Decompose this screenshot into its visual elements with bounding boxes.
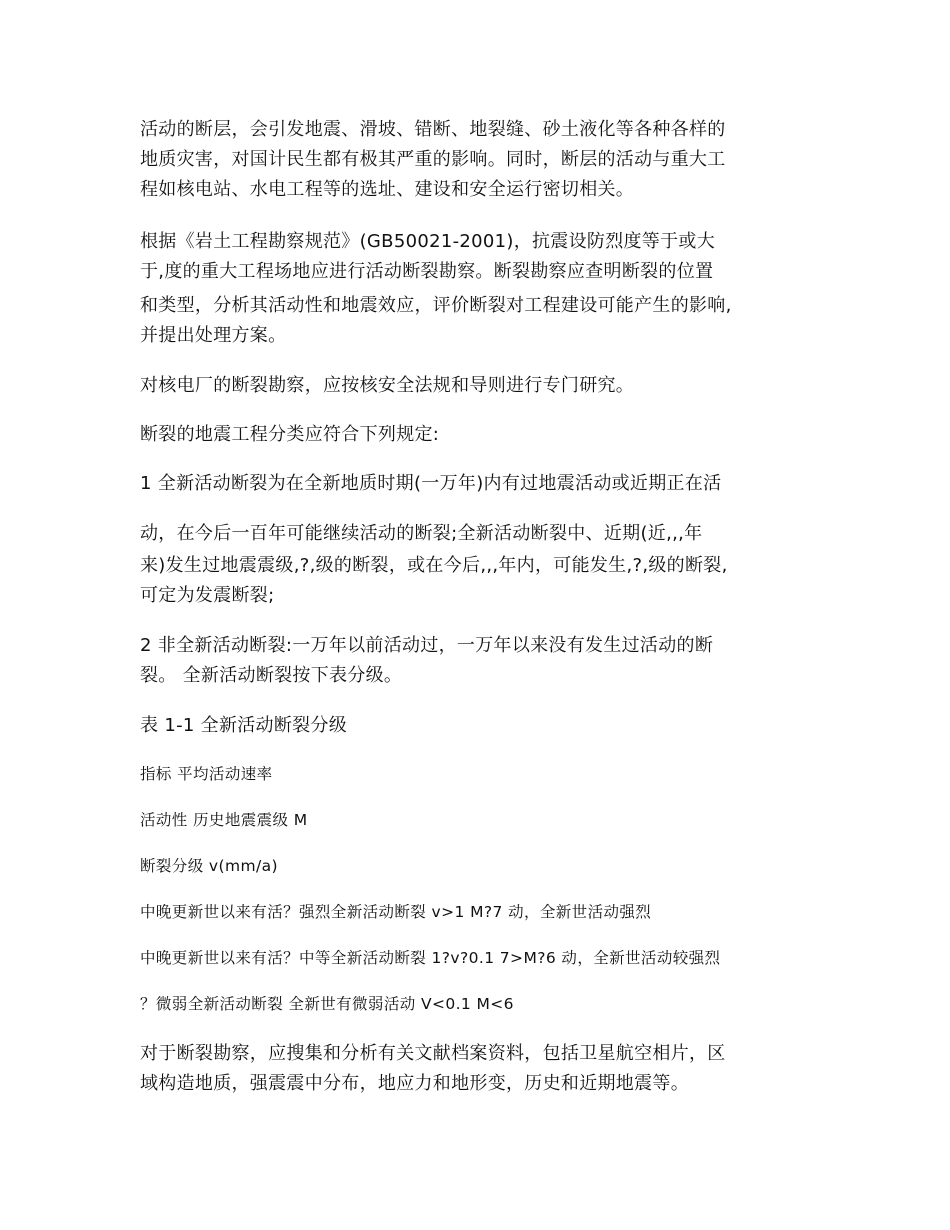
paragraph-3: 对核电厂的断裂勘察，应按核安全法规和导则进行专门研究。 [140,375,635,396]
table-row-activity: 活动性 历史地震震级 M [140,811,308,829]
item-2-line-2: 裂。 全新活动断裂按下表分级。 [140,665,403,686]
table-row-indicator: 指标 平均活动速率 [140,765,273,783]
item-1-line-2: 动，在今后一百年可能继续活动的断裂;全新活动断裂中、近期(近,,,年 [140,523,703,544]
item-1-line-1: 1 全新活动断裂为在全新地质时期(一万年)内有过地震活动或近期正在活 [140,473,722,494]
paragraph-2-line-2: 于,度的重大工程场地应进行活动断裂勘察。断裂勘察应查明断裂的位置 [140,261,714,282]
paragraph-2-line-4: 并提出处理方案。 [140,325,287,346]
paragraph-2-line-1: 根据《岩土工程勘察规范》(GB50021-2001)，抗震设防烈度等于或大 [140,231,716,252]
table-row-classification: 断裂分级 v(mm/a) [140,857,278,875]
table-row-strong: 中晚更新世以来有活？强烈全新活动断裂 v>1 M?7 动，全新世活动强烈 [140,903,652,921]
paragraph-1-line-1: 活动的断层，会引发地震、滑坡、错断、地裂缝、砂土液化等各种各样的 [140,119,726,140]
item-1-line-3: 来)发生过地震震级,?,级的断裂，或在今后,,,年内，可能发生,?,级的断裂, [140,555,728,576]
table-row-weak: ？微弱全新活动断裂 全新世有微弱活动 V<0.1 M<6 [140,995,514,1013]
item-1-line-4: 可定为发震断裂; [140,585,275,606]
table-row-medium: 中晚更新世以来有活？中等全新活动断裂 1?v?0.1 7>M?6 动，全新世活动较强烈 [140,949,721,967]
paragraph-2-line-3: 和类型，分析其活动性和地震效应，评价断裂对工程建设可能产生的影响, [140,295,732,316]
paragraph-5-line-1: 对于断裂勘察，应搜集和分析有关文献档案资料，包括卫星航空相片，区 [140,1043,726,1064]
table-title: 表 1-1 全新活动断裂分级 [140,715,348,736]
paragraph-1-line-3: 程如核电站、水电工程等的选址、建设和安全运行密切相关。 [140,179,635,200]
item-2-line-1: 2 非全新活动断裂:一万年以前活动过，一万年以来没有发生过活动的断 [140,635,714,656]
paragraph-5-line-2: 域构造地质，强震震中分布，地应力和地形变，历史和近期地震等。 [140,1073,689,1094]
paragraph-1-line-2: 地质灾害，对国计民生都有极其严重的影响。同时，断层的活动与重大工 [140,149,726,170]
paragraph-4: 断裂的地震工程分类应符合下列规定: [140,424,440,445]
